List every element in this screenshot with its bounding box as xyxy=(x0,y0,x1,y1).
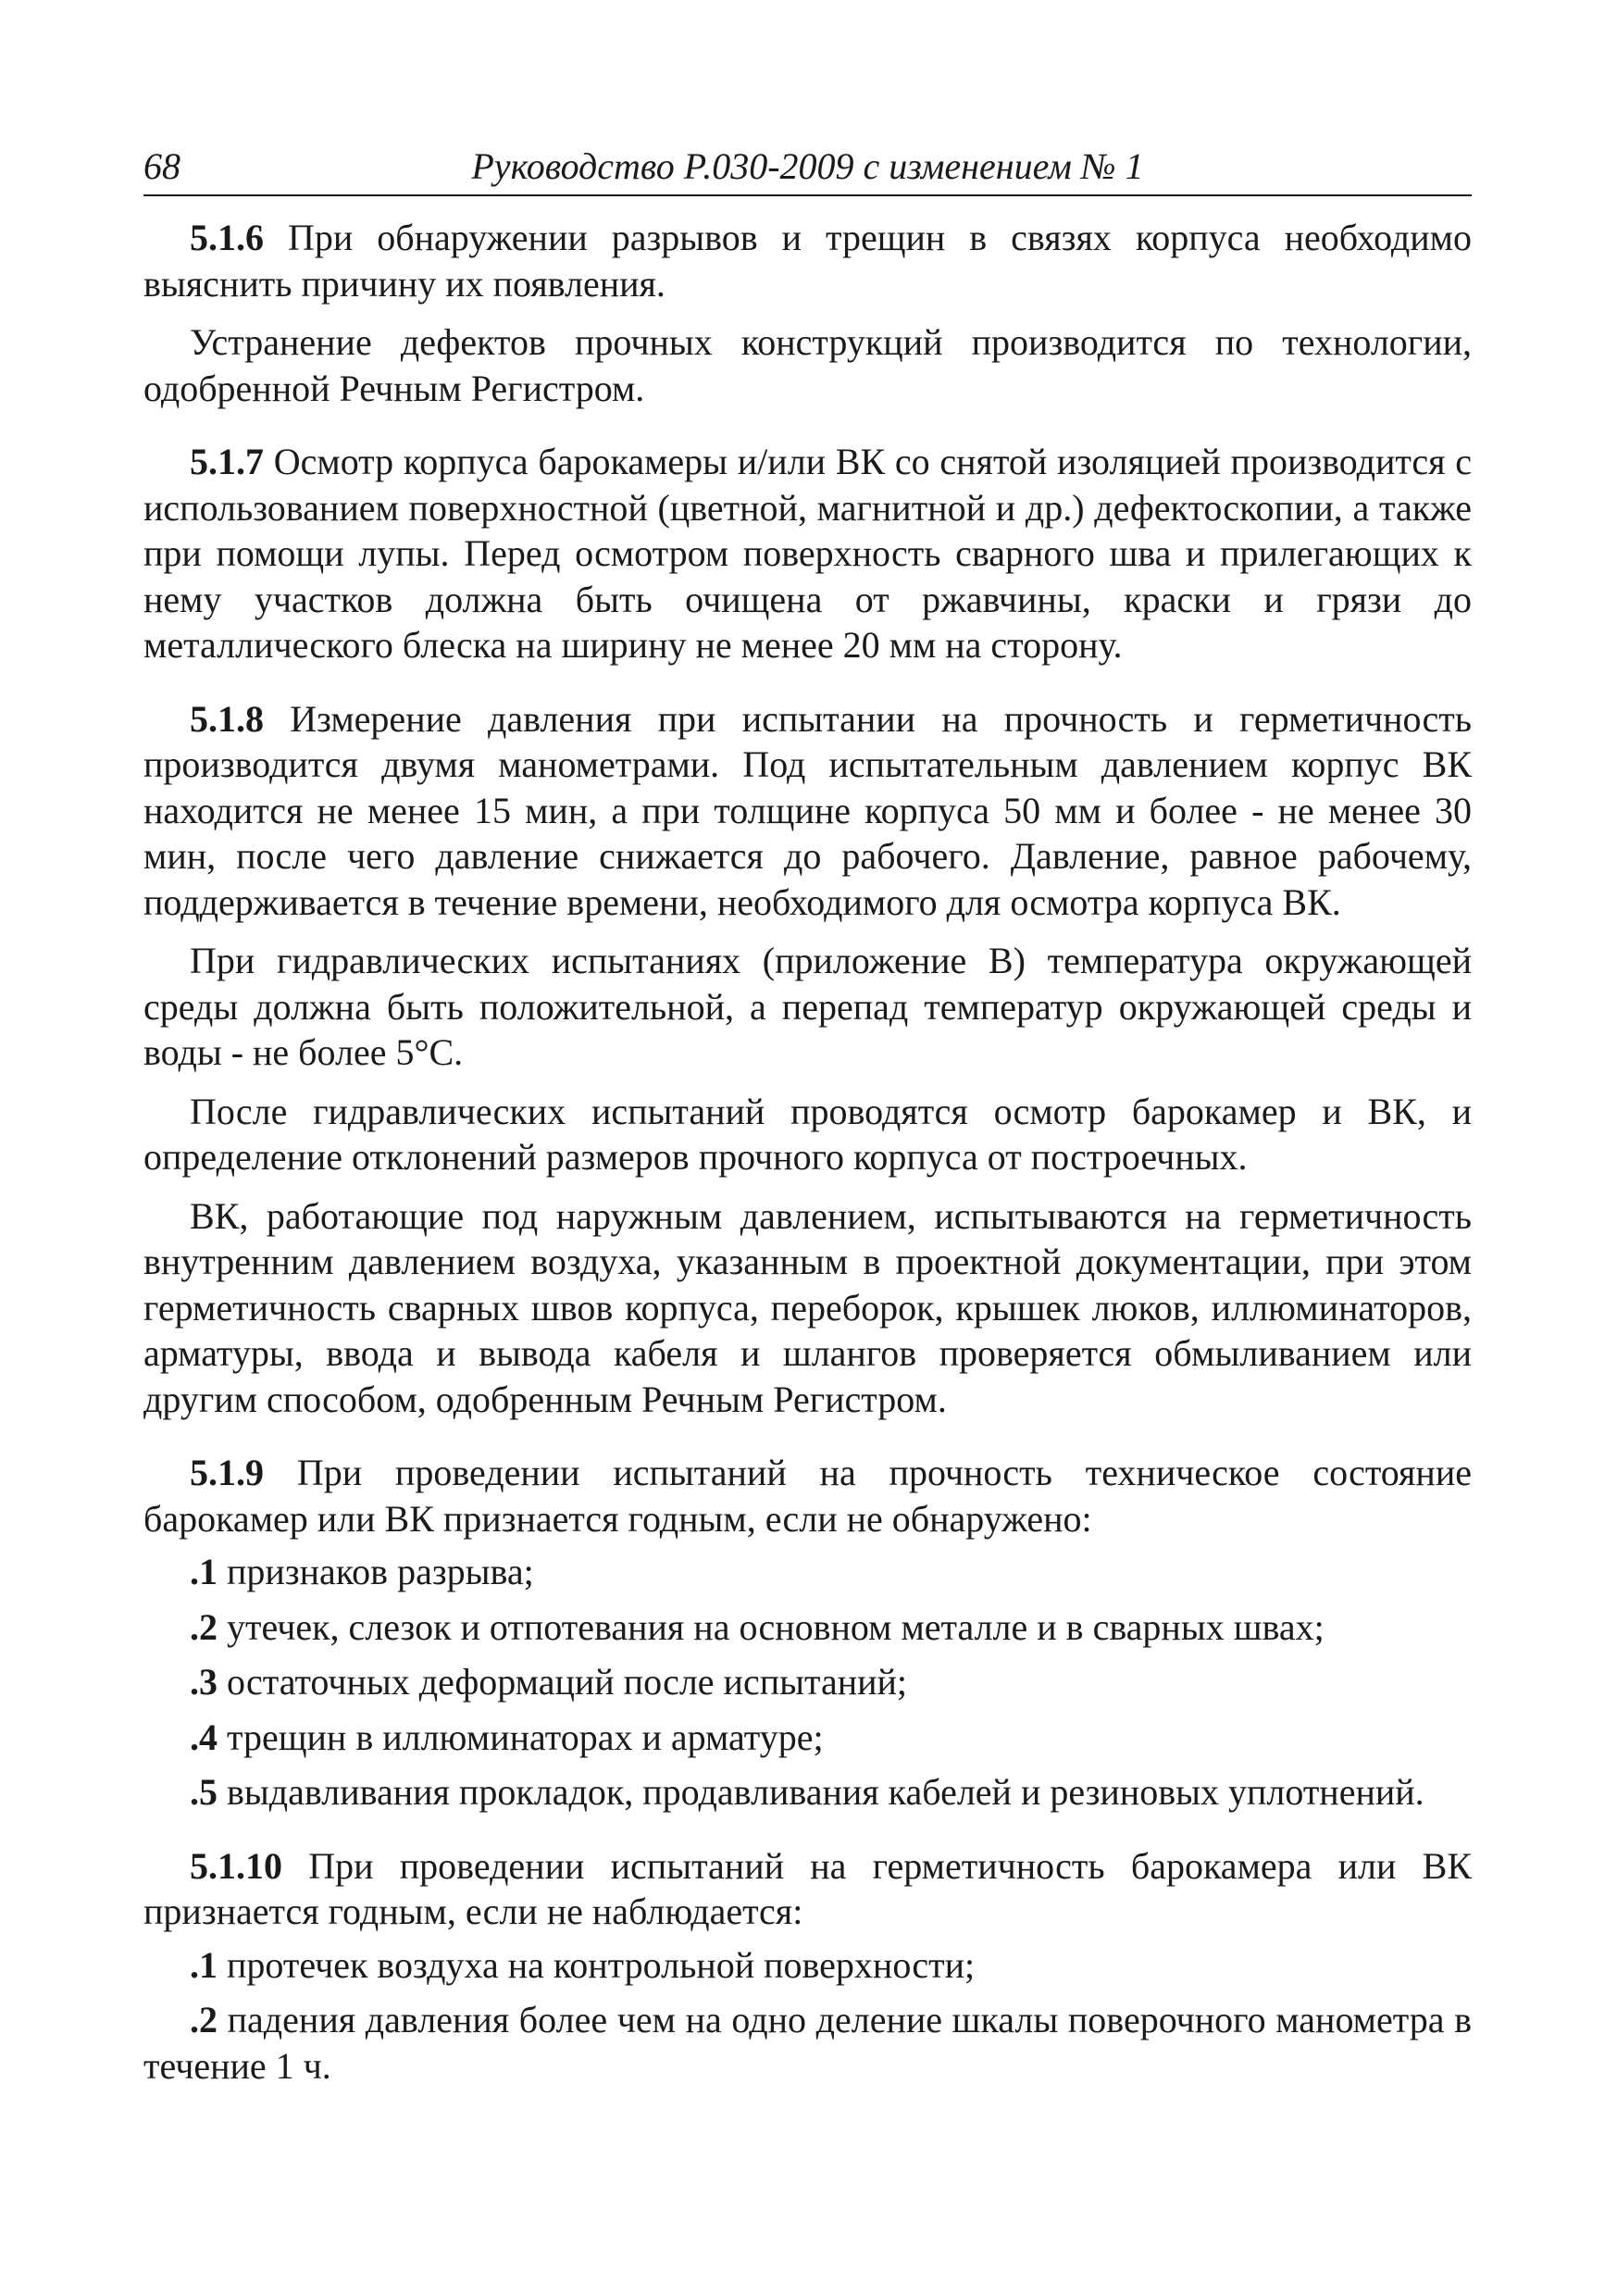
list-item-number: .1 xyxy=(190,1943,218,1986)
paragraph-5-1-6 xyxy=(143,215,1472,306)
paragraph-5-1-8 xyxy=(143,696,1472,926)
list-item-text: трещин в иллюминаторах и арматуре; xyxy=(218,1716,824,1758)
list-item xyxy=(143,1659,1472,1705)
list-item-number: .1 xyxy=(190,1551,218,1592)
clause-number: 5.1.7 xyxy=(190,441,264,482)
list-item-number: .2 xyxy=(190,1605,218,1648)
paragraph xyxy=(143,1089,1472,1180)
list-item-number: .3 xyxy=(190,1661,218,1703)
list-item-number: .5 xyxy=(190,1771,218,1813)
list-item-text: выдавливания прокладок, продавливания кабелей и резиновых уплотнений. xyxy=(218,1771,1424,1813)
list-item-text: падения давления более чем на одно деление шкалы поверочного манометра в течение 1 ч. xyxy=(143,1999,1472,2087)
clause-number: 5.1.6 xyxy=(190,217,264,258)
list-item-text: протечек воздуха на контрольной поверхности; xyxy=(218,1943,976,1986)
list-item-text: остаточных деформаций после испытаний; xyxy=(218,1661,908,1703)
paragraph-text: При обнаружении разрывов и трещин в связях корпуса необходимо выяснить причину их появления. xyxy=(143,217,1472,305)
document-page xyxy=(143,139,1472,2089)
page-number: 68 xyxy=(143,145,180,187)
paragraph-text: При проведении испытаний на герметичность барокамера или ВК признается годным, если не наблюдается: xyxy=(143,1844,1472,1932)
paragraph-text: При гидравлических испытаниях (приложение В) температура окружающей среды должна быть положительной, а перепад температур окружающей среды и воды - не более 5°С. xyxy=(143,940,1472,1073)
running-title: Руководство Р.030-2009 с изменением № 1 xyxy=(471,145,1144,187)
page-header xyxy=(143,139,1472,196)
list-item xyxy=(143,1769,1472,1816)
paragraph-5-1-10 xyxy=(143,1843,1472,1935)
paragraph xyxy=(143,938,1472,1076)
list-item xyxy=(143,1997,1472,2089)
list-item-number: .2 xyxy=(190,1999,218,2040)
paragraph-text: Осмотр корпуса барокамеры и/или ВК со снятой изоляцией производится с использованием поверхностной (цветной, магнитной и др.) дефектоскопии, а также при помощи лупы. Перед осмотром поверхность сварного шва и прилегающих к нему участков должна быть очищена от ржавчины, краски и грязи до металлического блеска на ширину не менее 20 мм на сторону. xyxy=(143,441,1472,666)
paragraph-text: После гидравлических испытаний проводятся осмотр барокамер и ВК, и определение отклонений размеров прочного корпуса от построечных. xyxy=(143,1090,1472,1178)
paragraph-text: ВК, работающие под наружным давлением, испытываются на герметичность внутренним давлением воздуха, указанным в проектной документации, при этом герметичность сварных швов корпуса, переборок, крышек люков, иллюминаторов, арматуры, ввода и вывода кабеля и шлангов проверяется обмыливанием или другим способом, одобренным Речным Регистром. xyxy=(143,1194,1472,1420)
paragraph-text: Устранение дефектов прочных конструкций производится по технологии, одобренной Речным Регистром. xyxy=(143,321,1472,409)
paragraph-5-1-9 xyxy=(143,1450,1472,1541)
paragraph-text: Измерение давления при испытании на прочность и герметичность производится двумя манометрами. Под испытательным давлением корпус ВК находится не менее 15 мин, а при толщине корпуса 50 мм и более - не менее 30 мин, после чего давление снижается до рабочего. Давление, равное рабочему, поддерживается в течение времени, необходимого для осмотра корпуса ВК. xyxy=(143,697,1472,923)
list-item-text: утечек, слезок и отпотевания на основном металле и в сварных швах; xyxy=(218,1605,1325,1648)
list-item xyxy=(143,1942,1472,1989)
paragraph xyxy=(143,1193,1472,1423)
list-item xyxy=(143,1604,1472,1651)
paragraph-5-1-7 xyxy=(143,439,1472,668)
paragraph-text: При проведении испытаний на прочность техническое состояние барокамер или ВК признается годным, если не обнаружено: xyxy=(143,1452,1472,1540)
clause-number: 5.1.8 xyxy=(190,697,264,740)
clause-number: 5.1.10 xyxy=(190,1844,282,1887)
list-item-text: признаков разрыва; xyxy=(218,1551,534,1592)
paragraph xyxy=(143,319,1472,411)
list-item-number: .4 xyxy=(190,1716,218,1758)
document-body xyxy=(143,215,1472,2089)
clause-number: 5.1.9 xyxy=(190,1452,264,1493)
list-item xyxy=(143,1715,1472,1761)
list-item xyxy=(143,1549,1472,1595)
